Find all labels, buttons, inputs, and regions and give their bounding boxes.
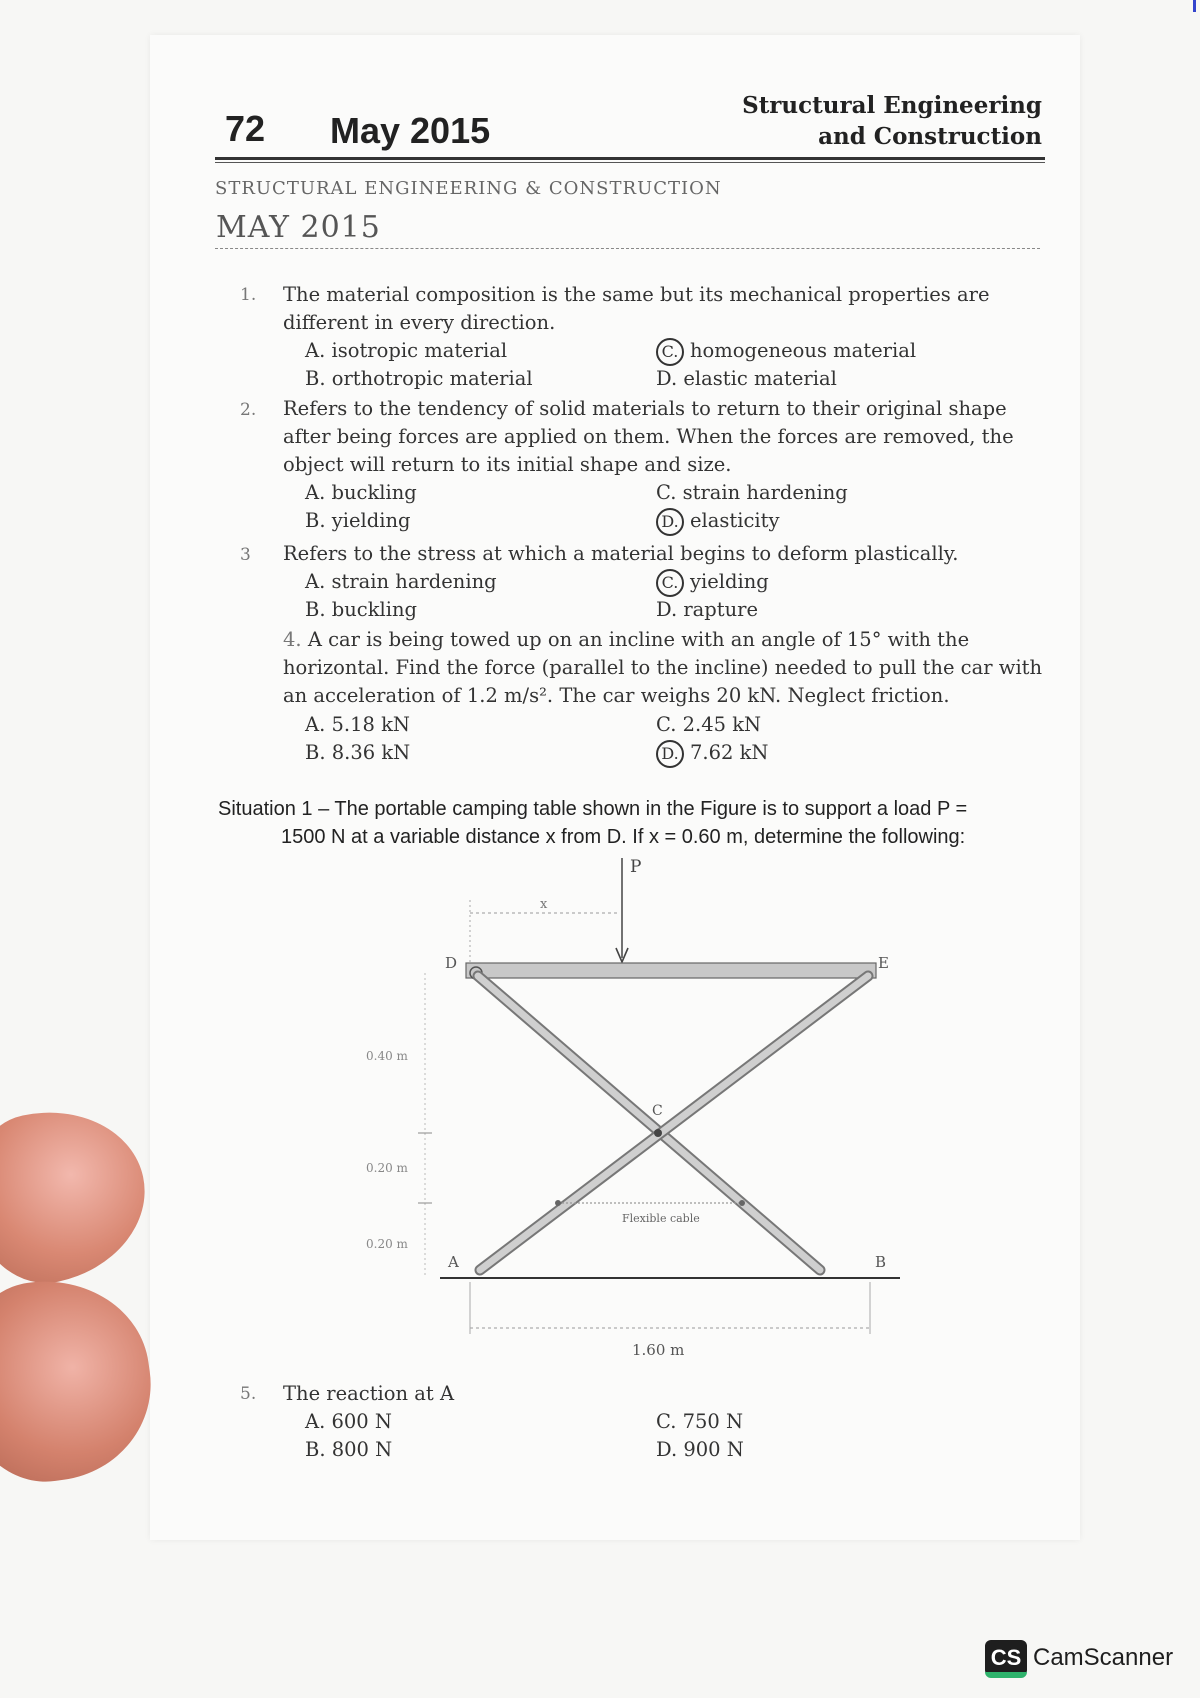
question-5-text: The reaction at A xyxy=(283,1382,455,1405)
point-e-label: E xyxy=(878,954,889,972)
situation-line2: 1500 N at a variable distance x from D. If x = 0.60 m, determine the following: xyxy=(281,826,966,848)
question-4-number: 4. xyxy=(283,628,302,651)
question-3-option-a: A. strain hardening xyxy=(305,570,497,593)
question-5-option-a: A. 600 N xyxy=(305,1410,392,1433)
finger-image xyxy=(0,1094,161,1297)
camping-table-figure xyxy=(340,850,920,1370)
question-3-number: 3 xyxy=(240,545,251,565)
section-label: STRUCTURAL ENGINEERING & CONSTRUCTION xyxy=(215,178,722,199)
question-4-option-d xyxy=(656,739,769,768)
question-2-option-d xyxy=(656,507,780,536)
answer-circle-mark: C. xyxy=(656,569,684,597)
dimension-2-label: 0.20 m xyxy=(366,1161,408,1175)
question-1-option-c xyxy=(656,337,916,366)
point-d-label: D xyxy=(445,954,458,972)
finger-image xyxy=(0,1268,163,1492)
table-top xyxy=(466,963,876,978)
question-3-option-c xyxy=(656,568,769,597)
question-2-option-d-text: elasticity xyxy=(690,509,780,532)
question-4-text: A car is being towed up on an incline with an angle of 15° with the horizontal. Find the force (parallel to the incline) needed to pull the car with an acceleration of 1.2 m/s². The car weighs 20 kN. Neglect friction. xyxy=(283,628,1043,707)
section-divider xyxy=(215,248,1040,249)
answer-circle-mark: C. xyxy=(656,338,684,366)
point-c-label: C xyxy=(652,1103,663,1119)
question-2-option-a: A. buckling xyxy=(305,481,417,504)
width-label: 1.60 m xyxy=(632,1341,685,1359)
point-a-label: A xyxy=(448,1253,459,1271)
question-4 xyxy=(283,626,1043,710)
question-5-number: 5. xyxy=(240,1384,257,1404)
question-1-text: The material composition is the same but its mechanical properties are different in every direction. xyxy=(283,283,990,334)
situation-line1: Situation 1 – The portable camping table shown in the Figure is to support a load P = xyxy=(218,798,968,820)
edge-mark xyxy=(1193,0,1196,12)
header-subject-line2: and Construction xyxy=(818,123,1042,150)
question-3-text: Refers to the stress at which a material begins to deform plastically. xyxy=(283,542,959,565)
question-2-option-c: C. strain hardening xyxy=(656,481,848,504)
question-1-option-b: B. orthotropic material xyxy=(305,367,533,390)
header-subject xyxy=(742,90,1042,152)
question-2-text: Refers to the tendency of solid materials to return to their original shape after being forces are applied on them. When the forces are removed, the object will return to its initial shape and size. xyxy=(283,397,1014,476)
question-4-option-c: C. 2.45 kN xyxy=(656,713,762,736)
header-month-year: May 2015 xyxy=(330,110,491,151)
dimension-1-label: 0.40 m xyxy=(366,1049,408,1063)
answer-circle-mark: D. xyxy=(656,508,684,536)
x-label: x xyxy=(540,897,548,912)
question-4-option-d-text: 7.62 kN xyxy=(690,741,769,764)
situation-1 xyxy=(218,795,1048,851)
cable-label: Flexible cable xyxy=(622,1212,700,1225)
header-rule xyxy=(215,157,1045,160)
question-3-option-d: D. rapture xyxy=(656,598,759,621)
question-3-option-c-text: yielding xyxy=(690,570,769,593)
question-1-option-a: A. isotropic material xyxy=(305,339,508,362)
question-5-option-d: D. 900 N xyxy=(656,1438,744,1461)
question-5-option-b: B. 800 N xyxy=(305,1438,393,1461)
section-year: MAY 2015 xyxy=(216,210,381,245)
answer-circle-mark: D. xyxy=(656,740,684,768)
question-4-option-a: A. 5.18 kN xyxy=(305,713,410,736)
camscanner-brand: CamScanner xyxy=(1033,1644,1174,1671)
header-rule-thin xyxy=(215,162,1045,163)
question-2-option-b: B. yielding xyxy=(305,509,411,532)
point-b-label: B xyxy=(875,1253,887,1271)
load-label: P xyxy=(630,857,642,877)
question-4-option-b: B. 8.36 kN xyxy=(305,741,411,764)
question-1-option-d: D. elastic material xyxy=(656,367,837,390)
question-3-option-b: B. buckling xyxy=(305,598,418,621)
camscanner-logo-stripe xyxy=(985,1672,1027,1678)
question-1-option-c-text: homogeneous material xyxy=(690,339,917,362)
question-2-number: 2. xyxy=(240,400,257,420)
question-5-option-c: C. 750 N xyxy=(656,1410,744,1433)
question-1-number: 1. xyxy=(240,285,257,305)
pin-c xyxy=(654,1129,662,1137)
page-number: 72 xyxy=(225,108,266,149)
camscanner-logo: CS xyxy=(985,1640,1027,1676)
dimension-3-label: 0.20 m xyxy=(366,1237,408,1251)
header-subject-line1: Structural Engineering xyxy=(742,92,1042,119)
